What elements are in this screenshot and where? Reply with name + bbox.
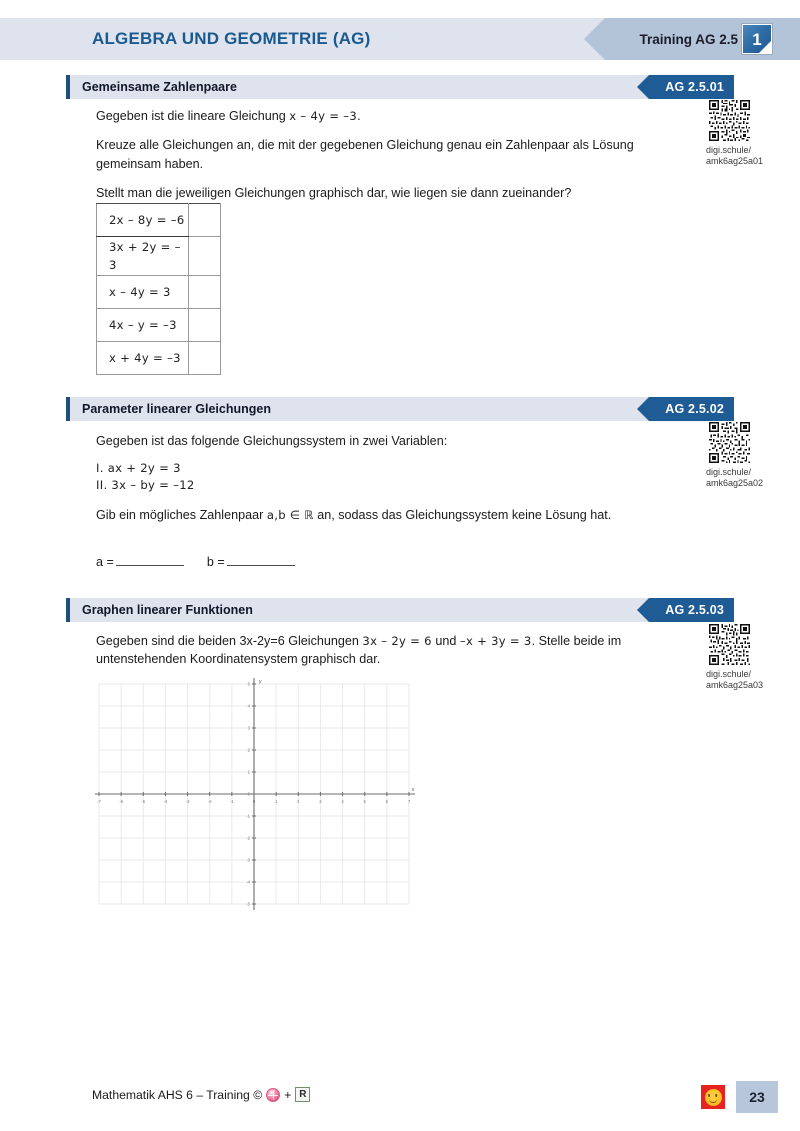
section-1-title: Gemeinsame Zahlenpaare [82,80,237,94]
svg-text:5: 5 [247,681,250,687]
svg-text:-5: -5 [141,799,146,804]
s3-task-math2: –x + 3y = 3 [459,634,532,648]
section-2-title: Parameter linearer Gleichungen [82,402,271,416]
svg-text:2: 2 [247,747,250,753]
equation-text: 2x – 8y = –6 [109,213,185,227]
section-accent-bar [66,75,70,99]
section-1-paragraph-2: Kreuze alle Gleichungen an, die mit der gegebenen Gleichung genau ein Zahlenpaar als Lösung gemeinsam haben. [96,138,634,171]
s3-task-pre: Gegeben sind die beiden 3x-2y=6 Gleichungen [96,634,363,648]
table-cell-equation [97,342,189,375]
s2-q-math: a,b ∈ ℝ [266,508,314,523]
qr-block-1[interactable] [706,100,780,168]
section-accent-bar [66,598,70,622]
s3-task-post: . Stelle beide im untenstehenden Koordinatensystem graphisch dar. [96,634,622,667]
equation-text: 3x + 2y = –3 [109,240,181,272]
page-footer [0,1071,800,1131]
qr-caption-1 [706,145,780,168]
svg-text:-5: -5 [246,901,250,907]
svg-text:2: 2 [297,799,300,804]
page-number: 23 [736,1081,778,1113]
svg-text:-2: -2 [246,835,250,841]
section-2-tag: AG 2.5.02 [649,397,734,421]
qr-url-line1: digi.schule/ [706,145,752,155]
table-row[interactable] [97,204,221,237]
qr-caption-3 [706,669,780,692]
footer-credit [92,1087,310,1102]
qr-code-icon[interactable] [709,100,750,141]
svg-text:3: 3 [247,725,250,731]
checkbox-cell[interactable] [189,342,221,375]
svg-text:-4: -4 [246,879,250,885]
qr-url-line2: amk6ag25a03 [706,680,764,691]
coordinate-system[interactable] [95,674,417,912]
qr-caption-2 [706,467,780,490]
unit-badge [742,24,772,54]
answer-a-input[interactable] [116,555,184,566]
section-3-tag: AG 2.5.03 [649,598,734,622]
svg-text:6: 6 [385,799,389,804]
answer-b-input[interactable] [227,555,295,566]
svg-text:-3: -3 [246,857,250,863]
r-logo-icon: R [295,1087,310,1102]
section-2-header [66,397,734,421]
equation-text: x – 4y = 3 [109,285,171,299]
table-row[interactable] [97,309,221,342]
svg-text:4: 4 [247,703,250,709]
svg-text:7: 7 [407,799,411,804]
section-3-task [96,632,641,669]
section-2-body [96,432,676,536]
qr-block-3[interactable] [706,624,780,692]
s1-p1-tail: . [357,109,361,123]
svg-text:x: x [411,787,415,793]
globe-logo-icon [266,1088,280,1102]
svg-text:0: 0 [247,791,250,797]
section-1-header [66,75,734,99]
svg-text:-1: -1 [246,813,250,819]
s1-p1-text: Gegeben ist die lineare Gleichung [96,109,290,123]
svg-text:-6: -6 [119,799,124,804]
table-cell-equation [97,309,189,342]
s1-p1-math: x – 4y = –3 [289,109,358,123]
footer-plus-sign: + [284,1087,292,1102]
system-equation-2: II. 3x – by = –12 [96,478,195,493]
qr-code-icon[interactable] [709,624,750,665]
s3-task-math1: 3x – 2y = 6 [362,634,432,648]
section-3-title: Graphen linearer Funktionen [82,603,253,617]
footer-credit-text: Mathematik AHS 6 – Training © [92,1087,263,1102]
s3-task-mid: und [431,634,460,648]
table-cell-equation [97,204,189,237]
svg-text:1: 1 [247,769,250,775]
equation-text: 4x – y = –3 [109,318,177,332]
svg-text:-7: -7 [97,799,101,804]
checkbox-cell[interactable] [189,309,221,342]
s2-q-post: an, sodass das Gleichungssystem keine Lösung hat. [313,508,612,523]
qr-url-line2: amk6ag25a01 [706,156,764,167]
checkbox-cell[interactable] [189,276,221,309]
section-accent-bar [66,397,70,421]
svg-text:5: 5 [363,799,366,804]
exercise-section-1 [66,75,734,99]
svg-text:0: 0 [252,799,256,804]
equation-text: x + 4y = –3 [109,351,181,365]
section-1-tag: AG 2.5.01 [649,75,734,99]
section-3-header [66,598,734,622]
table-row[interactable] [97,342,221,375]
training-label: Training AG 2.5 [639,31,738,47]
qr-code-icon[interactable] [709,422,750,463]
table-row[interactable] [97,237,221,276]
coordinate-grid-svg[interactable] [95,674,417,912]
svg-text:-2: -2 [207,799,212,804]
answer-b-label: b = [206,555,225,569]
answer-a-label: a = [96,555,114,569]
system-equation-1: I. ax + 2y = 3 [96,461,181,476]
training-chip-group [605,18,800,60]
qr-block-2[interactable] [706,422,780,490]
table-cell-equation [97,237,189,276]
qr-url-line1: digi.schule/ [706,467,752,477]
section-1-paragraph-1 [96,107,676,125]
svg-text:1: 1 [274,799,278,804]
training-chip [605,18,800,60]
answer-fields-row [96,553,297,571]
section-3-body [96,632,641,669]
equation-checkbox-table [96,203,221,375]
smiley-face-shape [705,1089,722,1106]
svg-text:3: 3 [319,799,322,804]
unit-badge-number: 1 [752,29,762,49]
section-2-question [96,506,676,524]
section-2-intro: Gegeben ist das folgende Gleichungssystem in zwei Variablen: [96,434,448,448]
s2-q-pre: Gib ein mögliches Zahlenpaar [96,508,267,523]
qr-url-line2: amk6ag25a02 [706,478,764,489]
svg-text:-3: -3 [185,799,190,804]
svg-text:-4: -4 [163,799,168,804]
exercise-section-3 [66,598,734,622]
svg-text:4: 4 [341,799,344,804]
checkbox-cell[interactable] [189,237,221,276]
section-1-paragraph-3: Stellt man die jeweiligen Gleichungen graphisch dar, wie liegen sie dann zueinander? [96,185,572,200]
winking-smiley-icon [701,1085,725,1109]
checkbox-cell[interactable] [189,204,221,237]
qr-url-line1: digi.schule/ [706,669,752,679]
svg-text:-1: -1 [229,799,234,804]
section-1-body [96,107,676,213]
page-title: ALGEBRA UND GEOMETRIE (AG) [92,29,371,48]
svg-text:y: y [259,679,262,685]
table-row[interactable] [97,276,221,309]
table-cell-equation [97,276,189,309]
exercise-section-2 [66,397,734,421]
